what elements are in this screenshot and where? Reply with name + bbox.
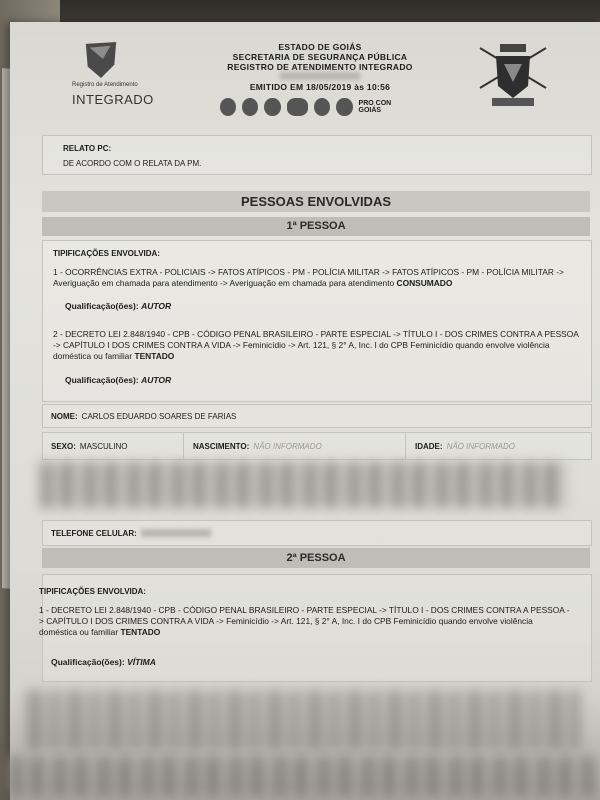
nascimento-value: NÃO INFORMADO	[253, 441, 322, 451]
emblem-icon	[220, 98, 236, 116]
rai-logo	[72, 40, 182, 115]
phone-label: TELEFONE CELULAR:	[51, 528, 137, 538]
relato-text: DE ACORDO COM O RELATA DA PM.	[63, 159, 202, 168]
idade-value: NÃO INFORMADO	[446, 441, 516, 451]
person1-tipificacoes	[42, 240, 592, 402]
section-title: PESSOAS ENVOLVIDAS	[42, 191, 590, 212]
tipificacao-1-text: 1 - OCORRÊNCIAS EXTRA - POLICIAIS -> FATOS ATÍPICOS - PM - POLÍCIA MILITAR -> FATOS ATÍPICOS - PM - POLÍCIA MILITAR -> Averiguação em chamada para atendimento -> Averiguação em chamada para atendimento	[53, 267, 564, 288]
emblem-icon	[242, 98, 258, 116]
header-state: ESTADO DE GOIÁS	[278, 42, 362, 52]
relato-label: RELATO PC:	[63, 144, 112, 153]
relato-section	[42, 135, 592, 175]
agency-emblems	[220, 96, 410, 118]
qualificacao-1	[65, 301, 171, 311]
qualificacao-label: Qualificação(ões):	[51, 657, 125, 667]
tip-label: TIPIFICAÇÕES ENVOLVIDA:	[39, 587, 146, 596]
sexo-label: SEXO:	[51, 441, 76, 451]
person1-name-row	[42, 404, 592, 428]
nascimento-label: NASCIMENTO:	[193, 441, 250, 451]
logo-name: INTEGRADO	[72, 92, 154, 107]
tipificacao-1	[39, 605, 573, 638]
tipificacao-1-status: CONSUMADO	[396, 278, 453, 288]
document-header	[170, 42, 470, 92]
divider	[183, 433, 184, 459]
tipificacao-1-status: TENTADO	[120, 627, 161, 637]
nascimento-field	[193, 433, 322, 459]
redacted-block	[40, 462, 566, 508]
tipificacao-2-status: TENTADO	[134, 351, 175, 361]
qualificacao-label: Qualificação(ões):	[65, 301, 139, 311]
qualificacao-label: Qualificação(ões):	[65, 375, 139, 385]
tipificacao-1	[53, 267, 581, 289]
header-emitted: EMITIDO EM 18/05/2019 às 10:56	[249, 82, 391, 92]
police-crest-icon	[478, 42, 548, 110]
tipificacao-2	[53, 329, 581, 362]
rai-logo-icon	[82, 40, 120, 80]
header-registry: REGISTRO DE ATENDIMENTO INTEGRADO	[227, 62, 413, 72]
emblem-icon	[336, 98, 352, 116]
redacted-block	[10, 756, 595, 796]
person1-phone-row	[42, 520, 592, 546]
qualificacao-value: VÍTIMA	[127, 657, 156, 667]
name-field	[51, 405, 236, 427]
qualificacao-value: AUTOR	[141, 375, 172, 385]
qualificacao-1	[51, 657, 156, 667]
sexo-field	[51, 433, 127, 459]
tipificacao-1-text: 1 - DECRETO LEI 2.848/1940 - CPB - CÓDIGO PENAL BRASILEIRO - PARTE ESPECIAL -> TÍTULO I - DOS CRIMES CONTRA A PESSOA -> CAPÍTULO I DOS CRIMES CONTRA A VIDA -> Feminicídio -> Art. 121, § 2° A, Inc. I do CPB Feminicídio quando envolve violência doméstica ou familiar	[39, 605, 570, 637]
idade-label: IDADE:	[415, 441, 443, 451]
person2-title: 2ª PESSOA	[42, 548, 590, 568]
person2-tipificacoes	[39, 574, 592, 682]
idade-field	[415, 433, 515, 459]
header-secretariat: SECRETARIA DE SEGURANÇA PÚBLICA	[232, 52, 408, 62]
name-value: CARLOS EDUARDO SOARES DE FARIAS	[81, 411, 237, 421]
person1-title: 1ª PESSOA	[42, 217, 590, 236]
tipificacao-2-text: 2 - DECRETO LEI 2.848/1940 - CPB - CÓDIGO PENAL BRASILEIRO - PARTE ESPECIAL -> TÍTULO I - DOS CRIMES CONTRA A PESSOA -> CAPÍTULO I DOS CRIMES CONTRA A VIDA -> Feminicídio -> Art. 121, § 2° A, Inc. I do CPB Feminicídio quando envolve violência doméstica ou familiar	[53, 329, 579, 361]
person1-details-row	[42, 432, 592, 460]
redacted-number	[280, 72, 360, 80]
emblem-icon	[287, 98, 309, 116]
emblem-icon	[314, 98, 330, 116]
redacted-block	[20, 690, 580, 750]
qualificacao-2	[65, 375, 171, 385]
redacted-phone	[141, 529, 211, 537]
procon-emblem: PRO CON GOIÁS	[358, 100, 392, 114]
logo-caption: Registro de Atendimento	[72, 82, 138, 88]
qualificacao-value: AUTOR	[141, 301, 172, 311]
name-label: NOME:	[51, 411, 78, 421]
sexo-value: MASCULINO	[79, 441, 128, 451]
tip-label: TIPIFICAÇÕES ENVOLVIDA:	[53, 249, 160, 258]
divider	[405, 433, 406, 459]
phone-field	[51, 521, 211, 545]
emblem-icon	[264, 98, 280, 116]
